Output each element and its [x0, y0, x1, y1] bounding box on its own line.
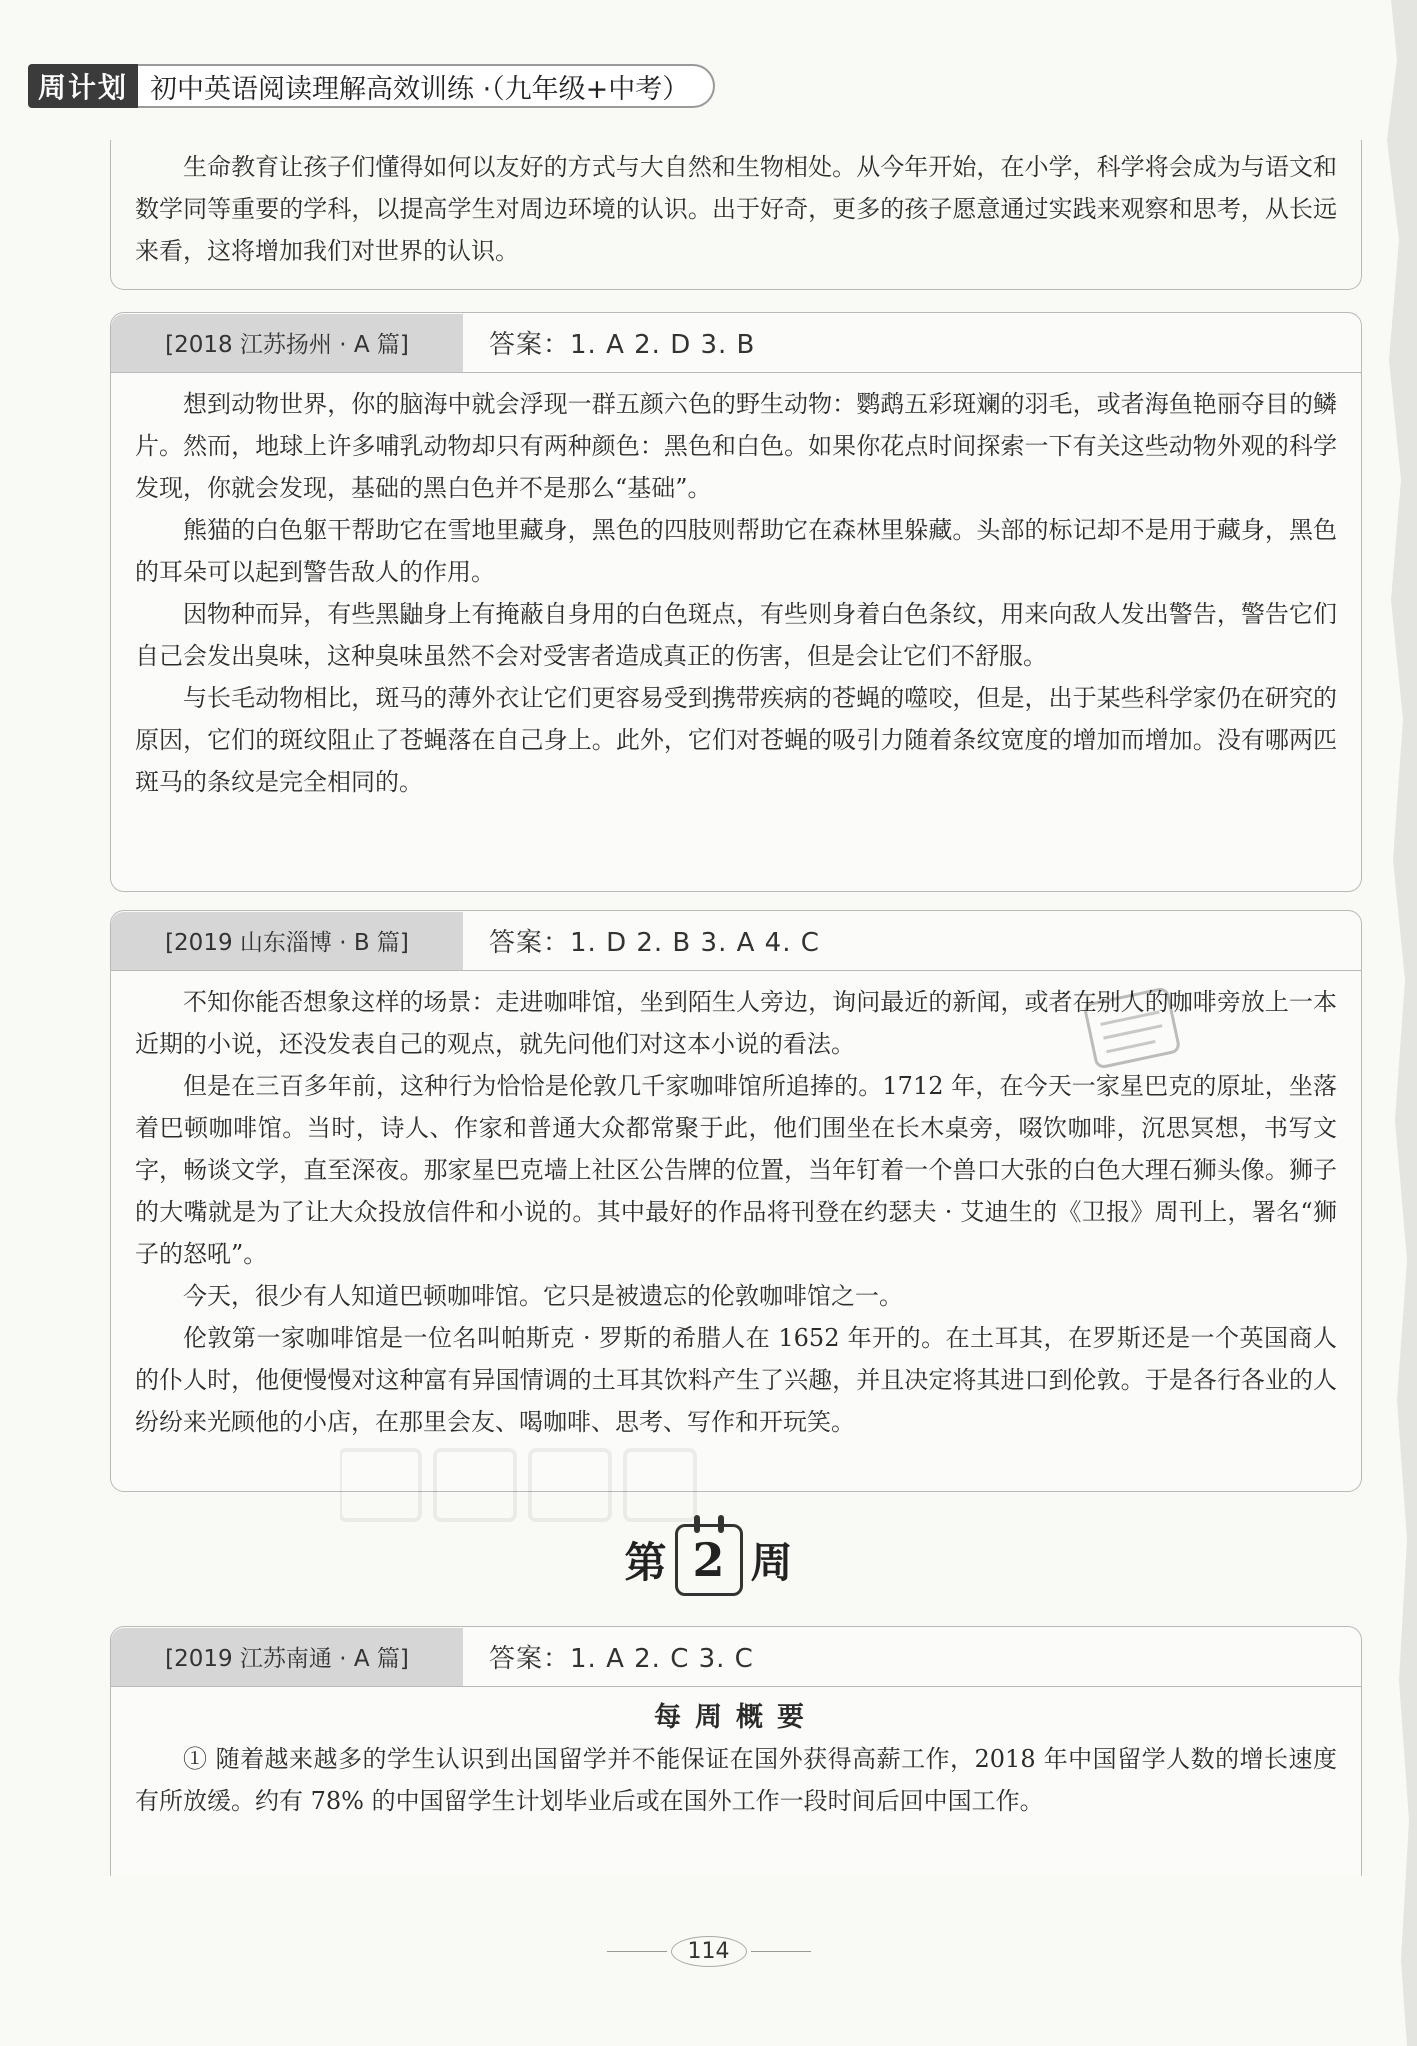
page-header	[28, 64, 715, 108]
brand-badge: 周计划	[28, 64, 138, 108]
section-body	[111, 373, 1361, 817]
section-body	[111, 1687, 1361, 1836]
week-number-badge: 2	[675, 1524, 743, 1596]
paragraph: 熊猫的白色躯干帮助它在雪地里藏身，黑色的四肢则帮助它在森林里躲藏。头部的标记却不是用于藏身，黑色的耳朵可以起到警告敌人的作用。	[135, 516, 1337, 586]
week-title	[0, 1524, 1417, 1596]
paragraph: 因物种而异，有些黑鼬身上有掩蔽自身用的白色斑点，有些则身着白色条纹，用来向敌人发出警告，警告它们自己会发出臭味，这种臭味虽然不会对受害者造成真正的伤害，但是会让它们不舒服。	[135, 600, 1337, 670]
page-number-footer	[0, 1936, 1417, 1967]
section-tag: [2019 山东淄博 · B 篇]	[111, 912, 463, 970]
intro-paragraph: 生命教育让孩子们懂得如何以友好的方式与大自然和生物相处。从今年开始，在小学，科学将会成为与语文和数学同等重要的学科，以提高学生对周边环境的认识。出于好奇，更多的孩子愿意通过实践来观察和思考，从长远来看，这将增加我们对世界的认识。	[135, 153, 1337, 265]
section-header	[111, 1627, 1361, 1687]
watermark-graphic	[340, 1440, 700, 1530]
answer-key: 答案：1. D 2. B 3. A 4. C	[489, 928, 820, 958]
section-tag: [2019 江苏南通 · A 篇]	[111, 1628, 463, 1686]
footer-rule-right	[751, 1951, 811, 1952]
paragraph: 但是在三百多年前，这种行为恰恰是伦敦几千家咖啡馆所追捧的。1712 年，在今天一家星巴克的原址，坐落着巴顿咖啡馆。当时，诗人、作家和普通大众都常聚于此，他们围坐在长木桌旁，啜饮咖啡，沉思冥想，书写文字，畅谈文学，直至深夜。那家星巴克墙上社区公告牌的位置，当年钉着一个兽口大张的白色大理石狮头像。狮子的大嘴就是为了让大众投放信件和小说的。其中最好的作品将刊登在约瑟夫 · 艾迪生的《卫报》周刊上，署名“狮子的怒吼”。	[135, 1072, 1337, 1268]
answer-key: 答案：1. A 2. D 3. B	[489, 330, 756, 360]
section-card-nantong	[110, 1626, 1362, 1876]
week-suffix: 周	[750, 1538, 793, 1587]
paragraph: 想到动物世界，你的脑海中就会浮现一群五颜六色的野生动物：鹦鹉五彩斑斓的羽毛，或者海鱼艳丽夺目的鳞片。然而，地球上许多哺乳动物却只有两种颜色：黑色和白色。如果你花点时间探索一下有关这些动物外观的科学发现，你就会发现，基础的黑白色并不是那么“基础”。	[135, 390, 1337, 502]
paragraph: 伦敦第一家咖啡馆是一位名叫帕斯克 · 罗斯的希腊人在 1652 年开的。在土耳其，在罗斯还是一个英国商人的仆人时，他便慢慢对这种富有异国情调的土耳其饮料产生了兴趣，并且决定将其进口到伦敦。于是各行各业的人纷纷来光顾他的小店，在那里会友、喝咖啡、思考、写作和开玩笑。	[135, 1324, 1337, 1436]
book-title: 初中英语阅读理解高效训练 ·（九年级+中考）	[138, 64, 715, 108]
week-prefix: 第	[624, 1538, 667, 1587]
page-number: 114	[671, 1936, 747, 1967]
paragraph: ① 随着越来越多的学生认识到出国留学并不能保证在国外获得高薪工作，2018 年中国留学人数的增长速度有所放缓。约有 78% 的中国留学生计划毕业后或在国外工作一段时间后回中国工作。	[135, 1745, 1337, 1815]
section-header	[111, 911, 1361, 971]
section-card-yangzhou	[110, 312, 1362, 892]
section-tag: [2018 江苏扬州 · A 篇]	[111, 314, 463, 372]
section-header	[111, 313, 1361, 373]
intro-box	[110, 140, 1362, 290]
paragraph: 不知你能否想象这样的场景：走进咖啡馆，坐到陌生人旁边，询问最近的新闻，或者在别人的咖啡旁放上一本近期的小说，还没发表自己的观点，就先问他们对这本小说的看法。	[135, 988, 1337, 1058]
summary-title: 每周概要	[654, 1702, 818, 1733]
paragraph: 与长毛动物相比，斑马的薄外衣让它们更容易受到携带疾病的苍蝇的噬咬，但是，出于某些科学家仍在研究的原因，它们的斑纹阻止了苍蝇落在自己身上。此外，它们对苍蝇的吸引力随着条纹宽度的增加而增加。没有哪两匹斑马的条纹是完全相同的。	[135, 684, 1337, 796]
footer-rule-left	[607, 1951, 667, 1952]
answer-key: 答案：1. A 2. C 3. C	[489, 1644, 754, 1674]
paragraph: 今天，很少有人知道巴顿咖啡馆。它只是被遗忘的伦敦咖啡馆之一。	[183, 1282, 903, 1310]
torn-edge-decoration	[1377, 0, 1417, 2046]
